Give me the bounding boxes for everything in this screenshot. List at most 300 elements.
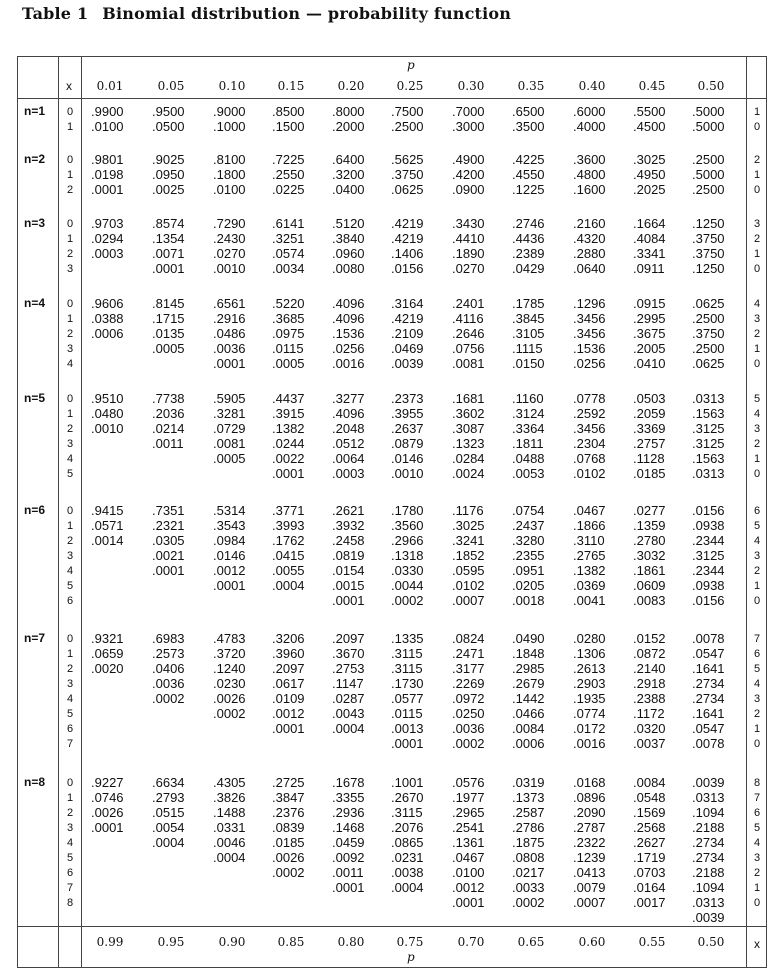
probability-cell	[213, 721, 273, 736]
block-label: n=5	[24, 391, 46, 405]
probability-cell: .4084	[633, 231, 666, 246]
probability-cell: .1094	[692, 805, 725, 820]
probability-cell: .3115	[391, 646, 423, 661]
probability-column	[692, 503, 752, 608]
probability-cell: .2344	[692, 563, 725, 578]
probability-cell: .0055	[272, 563, 305, 578]
probability-column	[512, 631, 572, 751]
x-right-value: 7	[754, 792, 761, 804]
probability-column	[692, 216, 752, 276]
probability-cell: .0625	[692, 356, 725, 371]
probability-cell: .9025	[152, 152, 185, 167]
probability-cell: .0003	[91, 246, 124, 261]
probability-cell: .5000	[692, 119, 725, 134]
probability-cell: .0305	[152, 533, 185, 548]
probability-cell: .2090	[573, 805, 606, 820]
probability-cell: .1468	[332, 820, 365, 835]
probability-cell: .2965	[452, 805, 485, 820]
probability-cell: .6400	[332, 152, 365, 167]
probability-cell: .0975	[272, 326, 305, 341]
probability-cell: .2568	[633, 820, 666, 835]
probability-cell: .0004	[332, 721, 365, 736]
x-right-value: 0	[754, 121, 761, 133]
probability-cell: .0480	[91, 406, 124, 421]
probability-cell: .2918	[633, 676, 666, 691]
x-right-value: 2	[754, 233, 761, 245]
probability-cell: .3602	[452, 406, 485, 421]
probability-cell: .0824	[452, 631, 485, 646]
x-right-column	[754, 504, 760, 609]
probability-cell: .0064	[332, 451, 365, 466]
probability-cell: .5000	[692, 167, 725, 182]
probability-cell: .0004	[272, 578, 305, 593]
x-right-value: 0	[754, 595, 761, 607]
probability-cell: .0294	[91, 231, 124, 246]
probability-cell: .2500	[391, 119, 424, 134]
probability-cell: .0972	[452, 691, 485, 706]
probability-cell: .2321	[152, 518, 185, 533]
probability-column	[91, 775, 151, 910]
probability-column	[332, 391, 392, 481]
probability-cell: .4225	[512, 152, 545, 167]
probability-cell	[91, 451, 151, 466]
probability-cell: .0256	[332, 341, 365, 356]
probability-column	[391, 503, 451, 608]
probability-cell: .9321	[91, 631, 124, 646]
probability-cell: .2500	[692, 341, 725, 356]
probability-column	[272, 391, 332, 481]
probability-cell: .0313	[692, 391, 725, 406]
probability-cell: .0001	[91, 820, 124, 835]
header-p-value: 0.10	[218, 79, 246, 93]
probability-cell: .3955	[391, 406, 424, 421]
probability-cell	[91, 563, 151, 578]
probability-cell: .3125	[692, 421, 725, 436]
x-right-value: 4	[754, 298, 761, 310]
probability-cell: .4410	[452, 231, 485, 246]
probability-cell: .0320	[633, 721, 666, 736]
probability-cell: .2269	[452, 676, 485, 691]
probability-cell: .0135	[152, 326, 185, 341]
header-p-value: 0.50	[697, 79, 725, 93]
x-right-value: 0	[754, 358, 761, 370]
probability-cell: .3456	[573, 311, 606, 326]
probability-cell: .0036	[213, 341, 246, 356]
block-label: n=8	[24, 775, 46, 789]
x-value: 4	[67, 693, 74, 705]
probability-cell	[213, 466, 273, 481]
probability-cell: .0284	[452, 451, 485, 466]
probability-cell: .3456	[573, 326, 606, 341]
probability-cell	[152, 895, 212, 910]
probability-cell	[91, 436, 151, 451]
x-value: 5	[67, 468, 74, 480]
footer-p-value: 0.90	[218, 935, 246, 949]
x-right-value: 5	[754, 663, 761, 675]
probability-cell: .0092	[332, 850, 365, 865]
x-right-value: 5	[754, 393, 761, 405]
probability-cell	[91, 835, 151, 850]
probability-cell: .1600	[573, 182, 606, 197]
probability-cell: .0512	[332, 436, 365, 451]
probability-cell: .0020	[91, 661, 124, 676]
probability-cell: .2592	[573, 406, 606, 421]
probability-cell: .1785	[512, 296, 545, 311]
probability-cell: .0185	[633, 466, 666, 481]
probability-column	[573, 503, 633, 608]
x-value: 2	[67, 184, 74, 196]
probability-cell: .0001	[213, 578, 246, 593]
probability-cell: .0102	[573, 466, 606, 481]
probability-cell: .3720	[213, 646, 246, 661]
probability-column	[633, 296, 693, 371]
probability-cell: .0466	[512, 706, 545, 721]
probability-cell: .0808	[512, 850, 545, 865]
probability-cell	[272, 895, 332, 910]
probability-cell: .0459	[332, 835, 365, 850]
x-value: 8	[67, 897, 74, 909]
probability-cell: .2541	[452, 820, 485, 835]
probability-column	[213, 216, 273, 276]
probability-cell: .4219	[391, 216, 424, 231]
probability-cell: .0046	[213, 835, 246, 850]
probability-cell: .3750	[692, 246, 725, 261]
divider	[18, 926, 766, 927]
probability-cell: .1306	[573, 646, 606, 661]
probability-cell: .0001	[452, 895, 485, 910]
probability-cell: .2621	[332, 503, 365, 518]
probability-cell: .0100	[452, 865, 485, 880]
x-right-value: 0	[754, 263, 761, 275]
probability-cell: .1176	[452, 503, 484, 518]
probability-cell: .3560	[391, 518, 424, 533]
probability-column	[452, 296, 512, 371]
x-value: 3	[67, 550, 74, 562]
probability-cell: .0168	[573, 775, 606, 790]
probability-cell: .1848	[512, 646, 545, 661]
probability-cell: .3251	[272, 231, 305, 246]
probability-cell: .8500	[272, 104, 305, 119]
probability-cell: .2780	[633, 533, 666, 548]
probability-cell: .0100	[213, 182, 246, 197]
probability-cell: .2757	[633, 436, 666, 451]
probability-cell: .0214	[152, 421, 185, 436]
x-right-value: 8	[754, 777, 761, 789]
probability-cell: .0406	[152, 661, 185, 676]
probability-cell: .0146	[213, 548, 246, 563]
x-value: 7	[67, 882, 74, 894]
x-value: 6	[67, 595, 74, 607]
probability-cell: .0400	[332, 182, 365, 197]
probability-column	[391, 104, 451, 134]
probability-cell: .1250	[692, 261, 725, 276]
probability-cell: .4550	[512, 167, 545, 182]
probability-cell: .3281	[213, 406, 246, 421]
probability-cell: .2005	[633, 341, 666, 356]
probability-cell: .2786	[512, 820, 545, 835]
probability-column	[512, 775, 572, 910]
probability-cell: .3750	[692, 326, 725, 341]
x-right-column	[754, 105, 760, 135]
probability-cell: .0071	[152, 246, 185, 261]
probability-cell: .7225	[272, 152, 305, 167]
x-value: 3	[67, 678, 74, 690]
x-column	[67, 632, 73, 752]
probability-cell: .0012	[213, 563, 246, 578]
probability-cell: .0270	[213, 246, 246, 261]
binomial-table	[17, 56, 767, 968]
probability-cell: .2573	[152, 646, 185, 661]
x-value: 1	[67, 648, 74, 660]
probability-column	[332, 775, 392, 910]
x-value: 0	[67, 393, 74, 405]
probability-cell: .2000	[332, 119, 365, 134]
probability-column	[633, 775, 693, 910]
header-p-value: 0.15	[277, 79, 305, 93]
x-right-value: 1	[754, 580, 761, 592]
probability-cell: .0413	[573, 865, 606, 880]
x-value: 6	[67, 723, 74, 735]
probability-cell: .0034	[272, 261, 305, 276]
probability-cell: .2437	[512, 518, 545, 533]
probability-cell: .2458	[332, 533, 365, 548]
probability-cell: .0013	[391, 721, 424, 736]
probability-cell	[213, 880, 273, 895]
probability-cell: .3105	[512, 326, 545, 341]
probability-cell: .3125	[692, 548, 725, 563]
probability-column	[452, 631, 512, 751]
probability-cell: .5220	[272, 296, 305, 311]
probability-cell: .2355	[512, 548, 545, 563]
probability-cell: .1800	[213, 167, 246, 182]
x-right-value: 3	[754, 313, 761, 325]
probability-cell: .6983	[152, 631, 185, 646]
probability-cell: .0036	[452, 721, 485, 736]
probability-cell: .0313	[692, 466, 725, 481]
x-value: 2	[67, 807, 74, 819]
probability-column	[332, 503, 392, 608]
probability-cell: .0115	[272, 341, 304, 356]
probability-cell: .2401	[452, 296, 485, 311]
probability-column	[91, 503, 151, 608]
header-p-value: 0.35	[517, 79, 545, 93]
probability-cell: .1001	[391, 775, 424, 790]
probability-cell: .4219	[391, 311, 424, 326]
probability-cell: .3200	[332, 167, 365, 182]
probability-cell: .9500	[152, 104, 185, 119]
probability-column	[213, 391, 273, 481]
probability-cell	[391, 895, 451, 910]
probability-column	[152, 152, 212, 197]
header-p-value: 0.25	[396, 79, 424, 93]
x-value: 6	[67, 867, 74, 879]
probability-cell: .3025	[452, 518, 485, 533]
probability-cell: .4219	[391, 231, 424, 246]
probability-cell: .0577	[391, 691, 424, 706]
probability-cell	[272, 880, 332, 895]
probability-cell	[152, 593, 212, 608]
x-value: 4	[67, 358, 74, 370]
table-title	[22, 4, 511, 23]
probability-cell: .1681	[452, 391, 485, 406]
probability-cell: .8574	[152, 216, 185, 231]
probability-column	[391, 631, 451, 751]
probability-cell: .1250	[692, 216, 725, 231]
probability-cell: .4320	[573, 231, 606, 246]
probability-cell: .4500	[633, 119, 666, 134]
x-right-value: 0	[754, 897, 761, 909]
probability-cell: .2613	[573, 661, 606, 676]
probability-cell: .0287	[332, 691, 365, 706]
probability-cell: .0079	[573, 880, 606, 895]
probability-cell: .5625	[391, 152, 424, 167]
probability-cell: .1240	[213, 661, 246, 676]
probability-cell: .2188	[692, 820, 725, 835]
probability-column	[332, 216, 392, 276]
x-right-value: 0	[754, 468, 761, 480]
probability-cell: .0244	[272, 436, 305, 451]
probability-cell: .8100	[213, 152, 246, 167]
x-value: 0	[67, 154, 74, 166]
probability-cell: .2679	[512, 676, 545, 691]
header-p-value: 0.30	[457, 79, 485, 93]
probability-column	[452, 152, 512, 197]
probability-column	[332, 631, 392, 751]
probability-cell: .1641	[692, 706, 725, 721]
x-right-value: 5	[754, 520, 761, 532]
block-label: n=7	[24, 631, 46, 645]
probability-cell: .1382	[272, 421, 305, 436]
probability-cell: .9510	[91, 391, 124, 406]
probability-cell: .1977	[452, 790, 485, 805]
probability-cell	[272, 736, 332, 751]
probability-cell: .7290	[213, 216, 246, 231]
probability-cell: .0756	[452, 341, 485, 356]
probability-cell: .0172	[573, 721, 606, 736]
footer-p-value: 0.55	[638, 935, 666, 949]
x-right-value: 1	[754, 723, 761, 735]
probability-cell: .2304	[573, 436, 606, 451]
probability-cell: .3124	[512, 406, 545, 421]
probability-cell: .1678	[332, 775, 365, 790]
probability-cell: .0938	[692, 518, 725, 533]
x-right-column	[754, 392, 760, 482]
probability-cell: .9606	[91, 296, 124, 311]
probability-cell: .3115	[391, 805, 423, 820]
x-right-value: 6	[754, 505, 761, 517]
header-p-value: 0.01	[96, 79, 124, 93]
probability-cell: .0429	[512, 261, 545, 276]
probability-cell: .2471	[452, 646, 485, 661]
probability-cell: .0879	[391, 436, 424, 451]
probability-column	[692, 391, 752, 481]
probability-cell: .7351	[152, 503, 185, 518]
probability-cell: .1875	[512, 835, 545, 850]
probability-cell: .0002	[391, 593, 424, 608]
probability-cell: .6500	[512, 104, 545, 119]
probability-cell	[152, 736, 212, 751]
probability-cell: .0026	[213, 691, 246, 706]
block-label: n=4	[24, 296, 46, 310]
probability-cell: .3675	[633, 326, 666, 341]
x-value: 0	[67, 633, 74, 645]
probability-cell: .0002	[512, 895, 545, 910]
probability-cell: .0053	[512, 466, 545, 481]
probability-cell: .3115	[391, 661, 423, 676]
probability-cell: .3932	[332, 518, 365, 533]
probability-cell: .1172	[633, 706, 665, 721]
probability-cell: .1569	[633, 805, 666, 820]
probability-cell: .1762	[272, 533, 305, 548]
probability-cell: .0078	[692, 631, 725, 646]
probability-cell: .2880	[573, 246, 606, 261]
probability-cell: .0659	[91, 646, 124, 661]
probability-cell	[91, 850, 151, 865]
x-value: 1	[67, 520, 74, 532]
probability-cell: .0490	[512, 631, 545, 646]
probability-cell	[91, 721, 151, 736]
probability-cell: .0026	[272, 850, 305, 865]
probability-cell: .2322	[573, 835, 606, 850]
probability-cell: .0003	[332, 466, 365, 481]
probability-cell: .2646	[452, 326, 485, 341]
probability-cell: .0081	[452, 356, 485, 371]
probability-cell: .0002	[213, 706, 246, 721]
x-value: 5	[67, 580, 74, 592]
probability-cell: .1563	[692, 406, 725, 421]
probability-cell: .0865	[391, 835, 424, 850]
x-right-value: 4	[754, 837, 761, 849]
probability-cell: .4096	[332, 296, 365, 311]
probability-cell: .0729	[213, 421, 246, 436]
probability-cell: .0571	[91, 518, 124, 533]
probability-cell: .4437	[272, 391, 305, 406]
probability-cell: .8145	[152, 296, 185, 311]
probability-cell: .1719	[633, 850, 666, 865]
probability-cell	[152, 850, 212, 865]
probability-cell	[272, 593, 332, 608]
probability-cell: .4116	[452, 311, 484, 326]
probability-cell: .0467	[452, 850, 485, 865]
probability-cell: .0574	[272, 246, 305, 261]
probability-column	[213, 775, 273, 910]
probability-cell: .2587	[512, 805, 545, 820]
probability-cell: .1890	[452, 246, 485, 261]
probability-cell: .1730	[391, 676, 424, 691]
x-value: 3	[67, 822, 74, 834]
probability-cell: .0146	[391, 451, 424, 466]
block-label: n=6	[24, 503, 46, 517]
probability-cell: .3164	[391, 296, 424, 311]
probability-cell: .4000	[573, 119, 606, 134]
x-value: 1	[67, 233, 74, 245]
probability-column	[391, 216, 451, 276]
probability-cell	[152, 865, 212, 880]
x-value: 0	[67, 218, 74, 230]
x-right-value: 3	[754, 423, 761, 435]
probability-cell: .3110	[573, 533, 605, 548]
header-p-symbol: p	[407, 58, 415, 72]
probability-cell: .0703	[633, 865, 666, 880]
probability-column	[272, 296, 332, 371]
probability-cell: .2500	[692, 311, 725, 326]
probability-column	[633, 391, 693, 481]
probability-cell: .0313	[692, 895, 725, 910]
probability-cell: .2725	[272, 775, 305, 790]
probability-cell: .0231	[391, 850, 424, 865]
probability-cell: .2627	[633, 835, 666, 850]
probability-cell: .3025	[633, 152, 666, 167]
